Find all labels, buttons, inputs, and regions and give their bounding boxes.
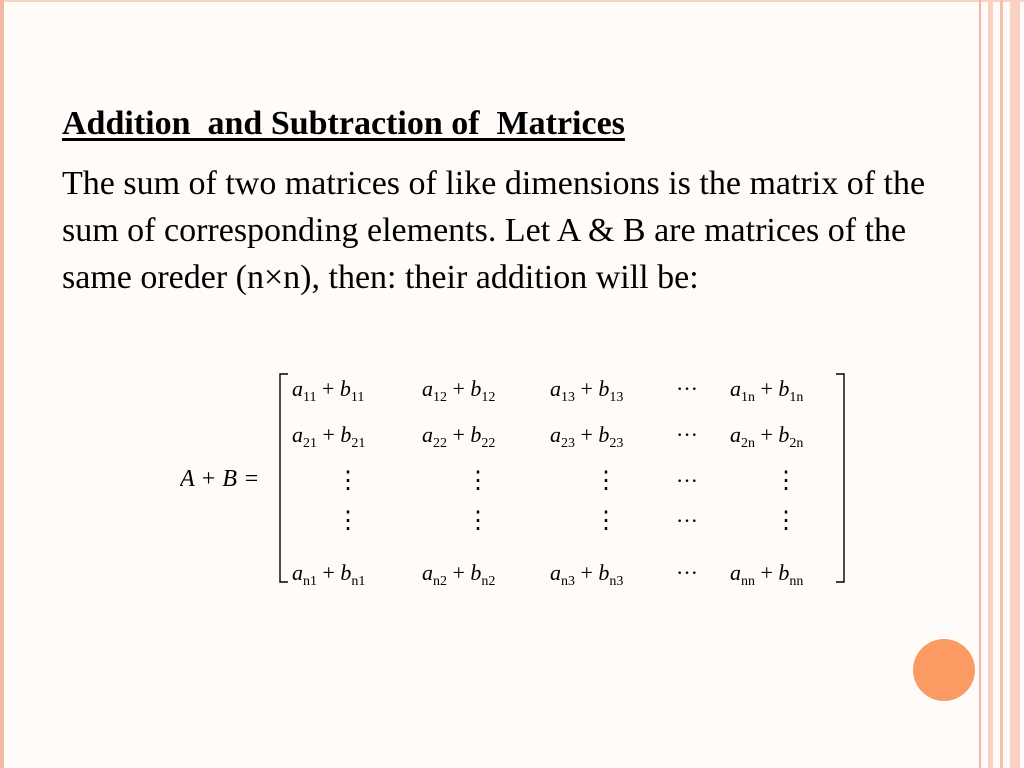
matrix-entry: $a_{1n} + b_{1n}$ xyxy=(730,376,804,405)
left-bracket xyxy=(280,374,288,582)
matrix-entry: ⋮ xyxy=(774,508,798,534)
matrix-entry: ··· xyxy=(676,376,698,401)
frame-line-right-2 xyxy=(988,0,993,768)
matrix-entry: ··· xyxy=(676,422,698,447)
matrix-formula-svg xyxy=(180,368,860,590)
matrix-entry: $a_{n3} + b_{n3}$ xyxy=(550,560,624,589)
matrix-entry: ⋮ xyxy=(594,508,618,534)
matrix-entry: $a_{21} + b_{21}$ xyxy=(292,422,366,451)
matrix-entry: ··· xyxy=(676,508,698,533)
frame-line-right-4 xyxy=(1010,0,1020,768)
decorative-orange-circle xyxy=(913,639,975,701)
matrix-entry: ··· xyxy=(676,468,698,493)
matrix-entry: $a_{22} + b_{22}$ xyxy=(422,422,496,451)
slide-heading: Addition and Subtraction of Matrices xyxy=(62,105,625,142)
frame-line-right-3 xyxy=(1000,0,1003,768)
right-bracket xyxy=(836,374,844,582)
matrix-entry: $a_{2n} + b_{2n}$ xyxy=(730,422,804,451)
matrix-entry: $a_{11} + b_{11}$ xyxy=(292,376,365,405)
matrix-entry: ⋮ xyxy=(594,468,618,494)
matrix-entry: $a_{23} + b_{23}$ xyxy=(550,422,624,451)
matrix-entry: ⋮ xyxy=(466,508,490,534)
matrix-entry: ⋮ xyxy=(466,468,490,494)
matrix-entry: $a_{12} + b_{12}$ xyxy=(422,376,496,405)
frame-line-left xyxy=(0,0,4,768)
matrix-entry: ⋮ xyxy=(336,468,360,494)
frame-line-right-1 xyxy=(979,0,981,768)
matrix-entry: ⋮ xyxy=(336,508,360,534)
slide-top-border xyxy=(0,0,1024,2)
formula-lhs: A + B = xyxy=(180,466,260,492)
slide-body-text: The sum of two matrices of like dimensions is the matrix of the sum of corresponding elements. Let A & B are matrices of the same oreder (n×n), then: their addition will be: xyxy=(62,165,926,296)
matrix-entry: ⋮ xyxy=(774,468,798,494)
matrix-entry: $a_{n2} + b_{n2}$ xyxy=(422,560,496,589)
matrix-entry: $a_{nn} + b_{nn}$ xyxy=(730,560,804,589)
matrix-entry: $a_{13} + b_{13}$ xyxy=(550,376,624,405)
matrix-entry: ··· xyxy=(676,560,698,585)
matrix-entry: $a_{n1} + b_{n1}$ xyxy=(292,560,366,589)
matrix-sum-formula xyxy=(180,368,860,590)
